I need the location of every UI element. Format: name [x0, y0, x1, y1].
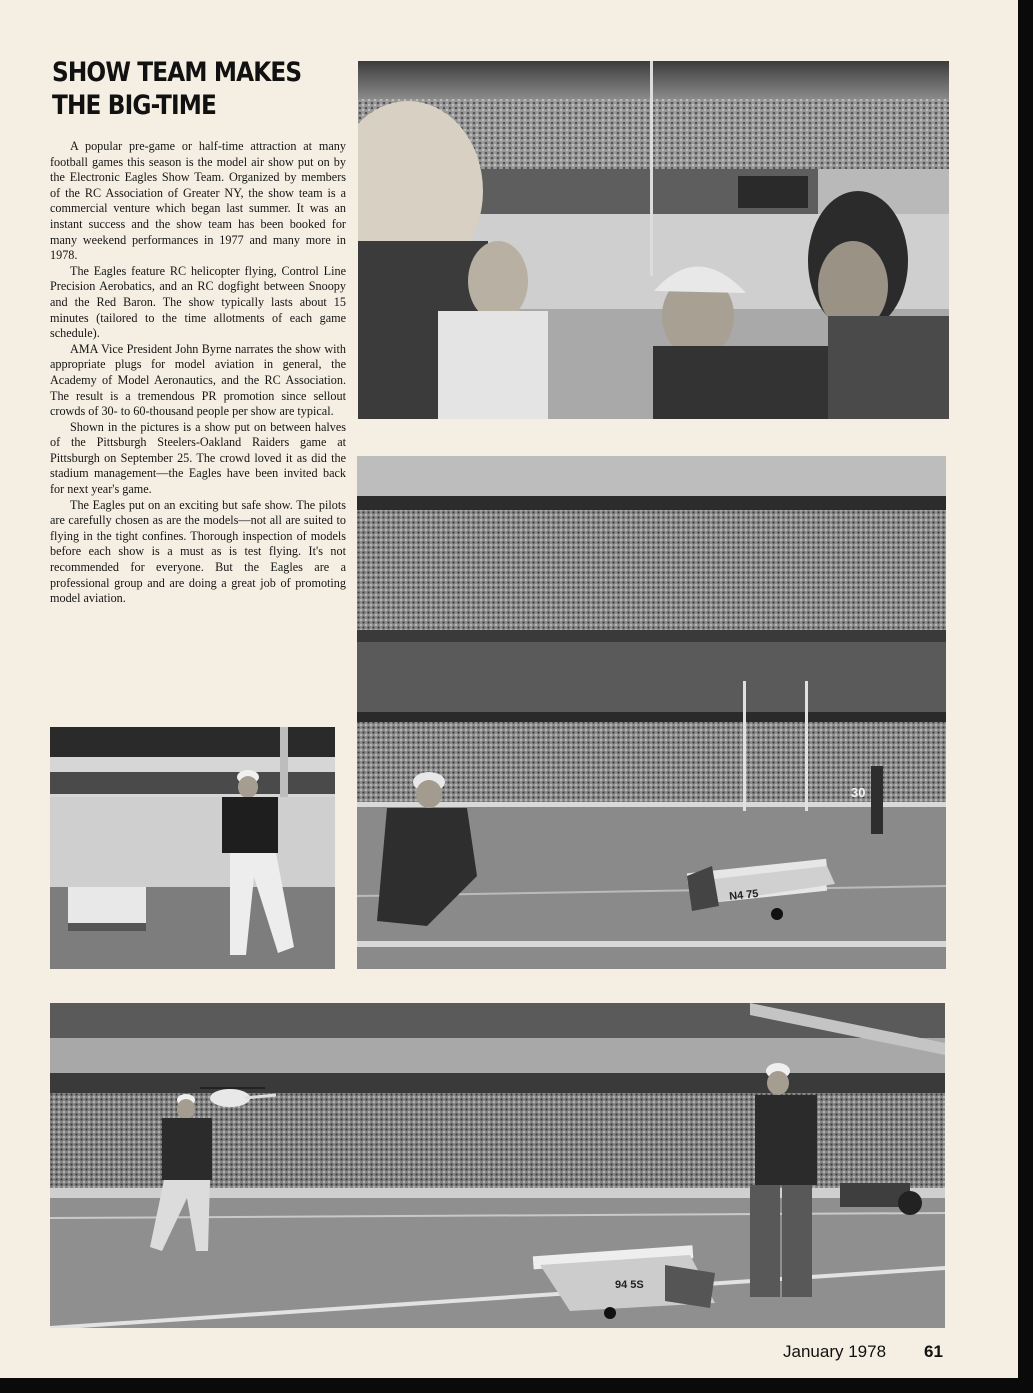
paragraph-4: Shown in the pictures is a show put on between halves of the Pittsburgh Steelers-Oakland Raiders game at Pittsburgh on September 25. The crowd loved it as did the stadium management—the Eagles have been invited back for next year's game. [50, 419, 346, 497]
article-headline [52, 56, 301, 122]
photo-stadium-wide-image [50, 1003, 945, 1328]
plane-marking: N4 75 [728, 887, 760, 903]
headline-line-1: SHOW TEAM MAKES [52, 57, 302, 88]
paragraph-1: A popular pre-game or half-time attraction at many football games this season is the model air show put on by the Electronic Eagles Show Team. Organized by members of the RC Association of Greater NY, the show team is a commercial venture which began last summer. It was an instant success and the show team has been booked for many weekend performances in 1977 and many more in 1978. [50, 139, 346, 263]
photo-man-walking-image [50, 727, 335, 969]
paragraph-5: The Eagles put on an exciting but safe show. The pilots are carefully chosen as are the models—not all are suited to flying in the tight confines. Thorough inspection of models before each show is a must as is test flying. It's not recommended for everyone. But the Eagles are a professional group and are doing a great job of promoting model aviation. [50, 497, 346, 606]
headline-line-2: THE BIG-TIME [52, 90, 216, 121]
photo-stadium-biplane-image [357, 456, 946, 969]
photo-sideline-conversation-image [358, 61, 949, 419]
photo-stadium-biplane [357, 456, 946, 969]
article-body [50, 139, 346, 607]
yard-number: 30 [851, 785, 866, 800]
paragraph-2: The Eagles feature RC helicopter flying, Control Line Precision Aerobatics, and an RC dogfight between Snoopy and the Red Baron. The show typically lasts about 15 minutes (tailored to the time allotments of each game schedule). [50, 263, 346, 341]
photo-sideline-conversation [358, 61, 949, 419]
photo-stadium-wide [50, 1003, 945, 1328]
photo-man-walking [50, 727, 335, 969]
paragraph-3: AMA Vice President John Byrne narrates the show with appropriate plugs for model aviation in general, the Academy of Model Aeronautics, and the RC Association. The result is a tremendous PR promotion since sellout crowds of 30- to 60-thousand people per show are typical. [50, 341, 346, 419]
footer-issue-date: January 1978 [783, 1342, 887, 1361]
footer-page-number: 61 [924, 1342, 943, 1361]
plane-marking: 94 5S [615, 1279, 644, 1291]
